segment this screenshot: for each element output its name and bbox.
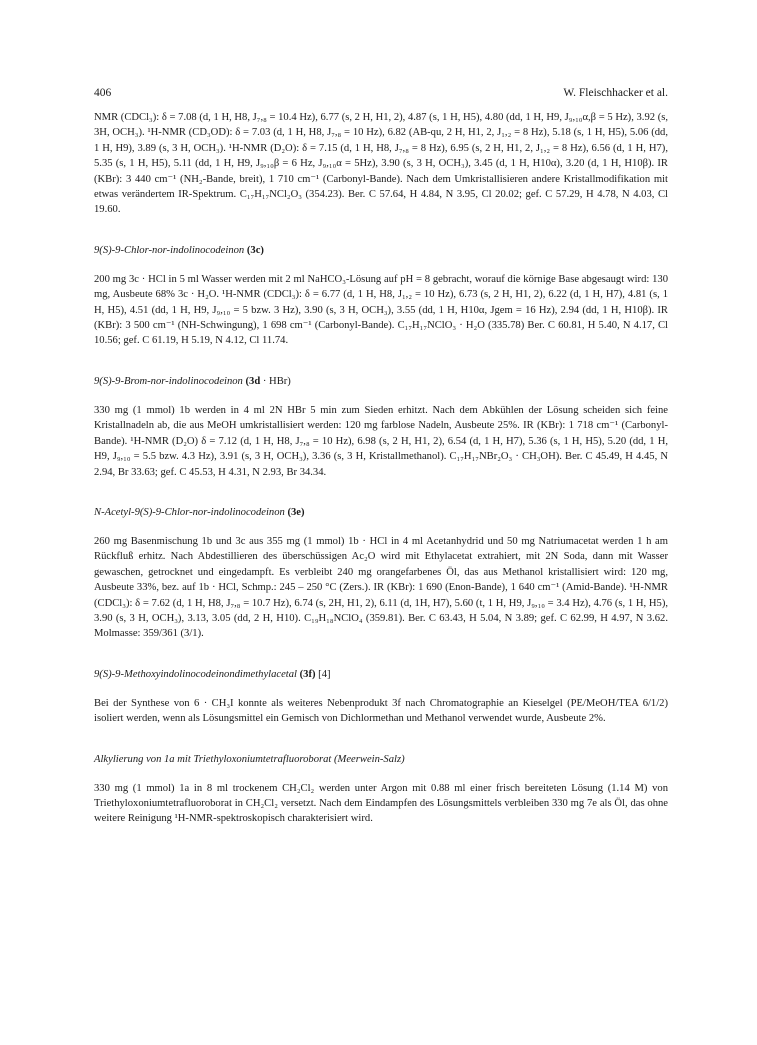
section-body: 330 mg (1 mmol) 1b werden in 4 ml 2N HBr 5 min zum Sieden erhitzt. Nach dem Abkühlen der Lösung scheiden sich feine Kristallnadeln ab, die aus MeOH umkristallisiert werden: 120 mg farblose Nadeln, Ausbeute 25%. IR (KBr): 1 718 cm⁻¹ (Carbonyl-Bande). ¹H-NMR (D₂O) δ = 7.12 (d, 1 H, H8, J₇,₈ = 10 Hz), 6.98 (s, 2 H, H1, 2), 6.54 (d, 1 H, H7), 5.36 (s, 1 H, H5), 5.20 (dd, 1 H, H9, J₉,₁₀ = 5.5 bzw. 4.3 Hz), 3.91 (s, 3 H, OCH₃), 3.36 (s, 3 H, Kristallmethanol). C₁₇H₁₇NBr₂O₃ · CH₃OH). Ber. C 45.49, H 4.45, N 2.94, Br 33.63; gef. C 45.53, H 4.31, N 2.93, Br 34.34.: [94, 404, 668, 478]
intro-paragraph: NMR (CDCl₃): δ = 7.08 (d, 1 H, H8, J₇,₈ = 10.4 Hz), 6.77 (s, 2 H, H1, 2), 4.87 (s, 1 H, H5), 4.80 (dd, 1 H, H9, J₉,₁₀α,β = 5 Hz), 3.92 (s, 3H, OCH₃). ¹H-NMR (CD₃OD): δ = 7.03 (d, 1 H, H8, J₇,₈ = 10 Hz), 6.82 (AB-qu, 2 H, H1, 2, J₁,₂ = 8 Hz), 5.18 (s, 1 H, H5), 5.06 (dd, 1 H, H9), 3.89 (s, 3 H, OCH₃). ¹H-NMR (D₂O): δ = 7.15 (d, 1 H, H8, J₇,₈ = 8 Hz), 6.95 (s, 2 H, H1, 2, J₁,₂ = 8 Hz), 6.56 (d, 1 H, H7), 5.35 (s, 1 H, H5), 5.11 (dd, 1 H, H9, J₉,₁₀β = 6 Hz, J₉,₁₀α = 5Hz), 3.90 (s, 3 H, OCH₃), 3.45 (d, 1 H, H10α), 3.20 (d, 1 H, H10β). IR (KBr): 3 440 cm⁻¹ (NH₂-Bande, breit), 1 710 cm⁻¹ (Carbonyl-Bande). Nach dem Umkristallisieren andere Kristallmodifikation mit etwas verändertem IR-Spektrum. C₁₇H₁₇NCl₂O₃ (354.23). Ber. C 57.64, H 4.84, N 3.95, Cl 20.02; gef. C 57.29, H 4.78, N 4.03, Cl 19.60.: [94, 112, 668, 216]
author-line: W. Fleischhacker et al.: [563, 87, 668, 99]
section-heading: [94, 505, 668, 520]
section-heading: [94, 752, 668, 767]
section-body: 330 mg (1 mmol) 1a in 8 ml trockenem CH₂Cl₂ werden unter Argon mit 0.88 ml einer frisch bereiteten Lösung (1.14 M) von Triethyloxoniumtetrafluoroborat in CH₂Cl₂ versetzt. Nach dem Eindampfen des Lösungsmittels verbleiben 330 mg 7e als Öl, das ohne weitere Reinigung ¹H-NMR-spektroskopisch charakterisiert wird.: [94, 782, 668, 825]
section-heading: [94, 667, 668, 682]
section-body: 200 mg 3c · HCl in 5 ml Wasser werden mit 2 ml NaHCO₃-Lösung auf pH = 8 gebracht, worauf die körnige Base abgesaugt wird: 130 mg, Ausbeute 68% 3c · H₂O. ¹H-NMR (CDCl₃): δ = 6.77 (d, 1 H, H8, J₁,₂ = 10 Hz), 6.73 (s, 2 H, H1, 2), 6.22 (d, 1 H, H7), 4.81 (s, 1 H, H5), 4.51 (dd, 1 H, H9, J₉,₁₀ = 5 bzw. 3 Hz), 3.90 (s, 3 H, OCH₃), 3.55 (dd, 1 H, H10α, Jgem = 16 Hz), 2.94 (dd, 1 H, H10β). IR (KBr): 3 500 cm⁻¹ (NH-Schwingung), 1 698 cm⁻¹ (Carbonyl-Bande). C₁₇H₁₇NClO₃ · H₂O (335.78) Ber. C 60.81, H 5.40, N 4.17, Cl 10.56; gef. C 61.19, H 5.19, N 4.12, Cl 11.74.: [94, 273, 668, 347]
paper-page: [94, 86, 668, 827]
compound-number: (3c): [246, 244, 264, 256]
heading-suffix: · HBr): [260, 375, 291, 387]
section-heading: [94, 243, 668, 258]
heading-title: N-Acetyl-9(S)-9-Chlor-nor-indolinocodeinon: [94, 506, 285, 518]
section-heading: [94, 374, 668, 389]
section-3e: [94, 505, 668, 642]
running-head: [94, 86, 668, 100]
compound-number: (3e): [287, 506, 305, 518]
heading-title: Alkylierung von 1a mit Triethyloxoniumtetrafluoroborat (Meerwein-Salz): [94, 753, 405, 765]
section-body: Bei der Synthese von 6 · CH₃I konnte als weiteres Nebenprodukt 3f nach Chromatographie an Kieselgel (PE/MeOH/TEA 6/1/2) isoliert werden, wenn als Lösungsmittel ein Gemisch von Dichlormethan und Methanol verwendet wurde, Ausbeute 2%.: [94, 697, 668, 725]
section-3c: [94, 243, 668, 349]
section-3d: [94, 374, 668, 480]
section-alkylierung: [94, 752, 668, 827]
section-body: 260 mg Basenmischung 1b und 3c aus 355 mg (1 mmol) 1b · HCl in 4 ml Acetanhydrid und 50 mg Natriumacetat werden 1 h am Rückfluß erhitz. Nach Abdestillieren des überschüssigen Ac₂O wird mit Ethylacetat extrahiert, mit 2N Soda, dann mit Wasser gewaschen, getrocknet und eingedampft. Es verbleibt 240 mg orangefarbenes Öl, das aus Methanol kristallisiert wird: 120 mg, Ausbeute 33%, bez. auf 1b · HCl, Schmp.: 245 – 250 °C (Zers.). IR (KBr): 1 690 (Enon-Bande), 1 640 cm⁻¹ (Amid-Bande). ¹H-NMR (CDCl₃): δ = 7.62 (d, 1 H, H8, J₇,₈ = 10.7 Hz), 6.74 (s, 2H, H1, 2), 6.11 (d, 1H, H7), 5.60 (t, 1 H, H9, J₉,₁₀ = 3.4 Hz), 4.76 (s, 1 H, H5), 3.90 (s, 3 H, OCH₃), 3.13, 3.05 (dd, 2 H, H10). C₁₉H₁₈NClO₄ (359.81). Ber. C 63.43, H 5.04, N 3.89; gef. C 62.99, H 4.97, N 3.62. Molmasse: 359/361 (3/1).: [94, 535, 668, 640]
page-number: 406: [94, 87, 112, 99]
heading-title: 9(S)-9-Methoxyindolinocodeinondimethylacetal: [94, 668, 297, 680]
heading-title: 9(S)-9-Chlor-nor-indolinocodeinon: [94, 244, 245, 256]
heading-title: 9(S)-9-Brom-nor-indolinocodeinon: [94, 375, 243, 387]
section-3f: [94, 667, 668, 727]
heading-suffix: [4]: [315, 668, 331, 680]
compound-number: (3f): [299, 668, 316, 680]
compound-number: (3d: [245, 375, 261, 387]
